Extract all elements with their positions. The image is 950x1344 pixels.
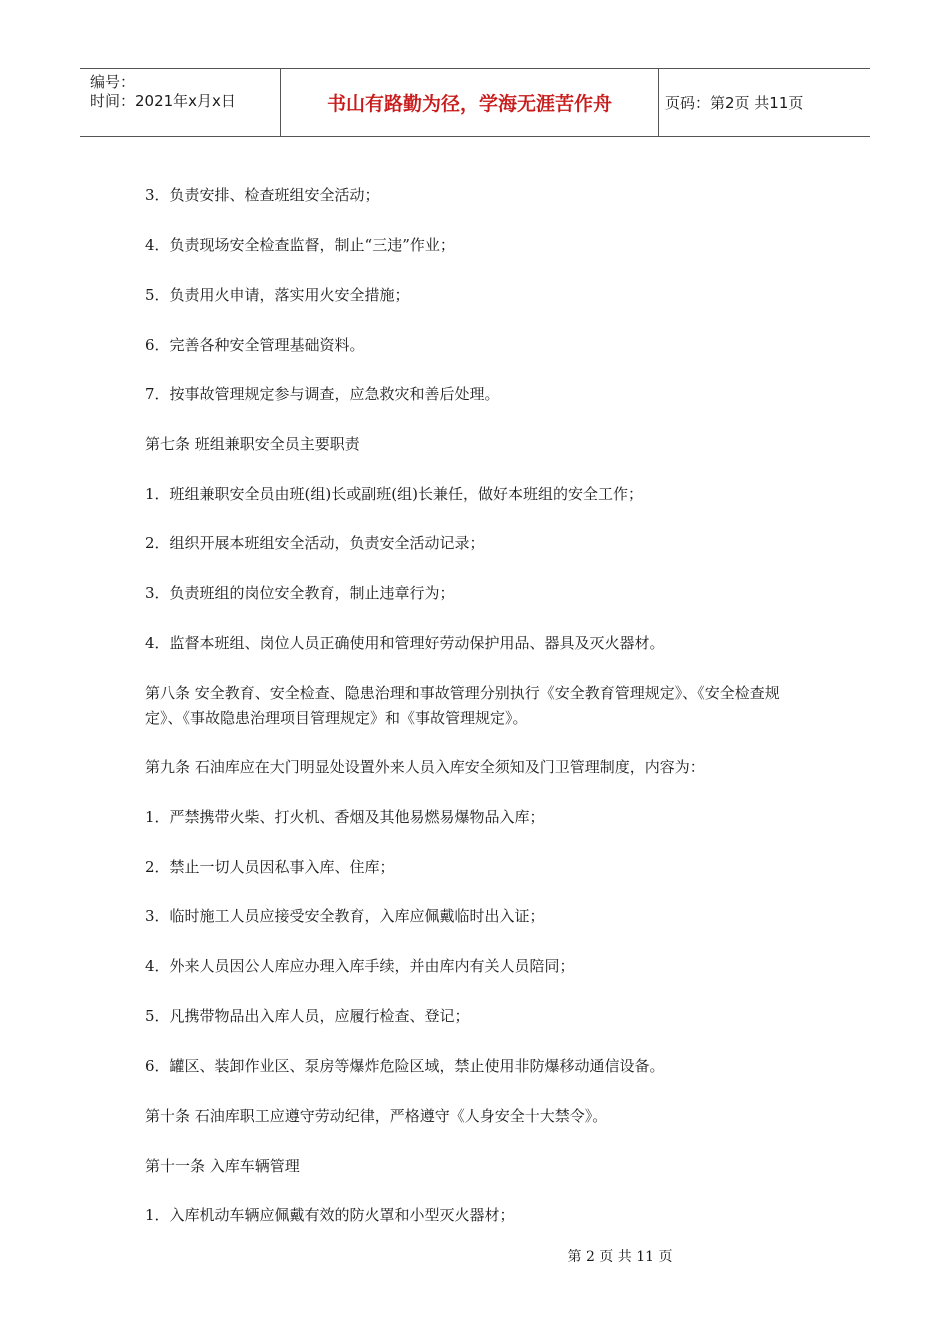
paragraph: 2．禁止一切人员因私事入库、住库； <box>145 858 395 876</box>
section-heading: 第七条 班组兼职安全员主要职责 <box>145 435 360 453</box>
paragraph: 6．罐区、装卸作业区、泵房等爆炸危险区域，禁止使用非防爆移动通信设备。 <box>145 1057 665 1075</box>
paragraph: 5．凡携带物品出入库人员，应履行检查、登记； <box>145 1007 470 1025</box>
time-label: 时间：2021年x月x日 <box>90 92 236 110</box>
paragraph: 3．临时施工人员应接受安全教育，入库应佩戴临时出入证； <box>145 907 545 925</box>
paragraph: 4．负责现场安全检查监督，制止“三违”作业； <box>145 236 455 254</box>
paragraph: 1．班组兼职安全员由班(组)长或副班(组)长兼任，做好本班组的安全工作； <box>145 485 643 503</box>
section-heading: 第十一条 入库车辆管理 <box>145 1157 300 1175</box>
paragraph: 4．外来人员因公人库应办理入库手续，并由库内有关人员陪同； <box>145 957 575 975</box>
header-page-info: 页码：第2页 共11页 <box>665 94 804 112</box>
paragraph: 7．按事故管理规定参与调查，应急救灾和善后处理。 <box>145 385 500 403</box>
paragraph: 1．入库机动车辆应佩戴有效的防火罩和小型灭火器材； <box>145 1206 515 1224</box>
footer-page-number: 第 2 页 共 11 页 <box>567 1249 673 1265</box>
header-meta-cell <box>80 69 281 136</box>
section-paragraph: 第十条 石油库职工应遵守劳动纪律，严格遵守《人身安全十大禁令》。 <box>145 1107 608 1125</box>
section-paragraph: 第九条 石油库应在大门明显处设置外来人员入库安全须知及门卫管理制度，内容为： <box>145 758 705 776</box>
paragraph: 3．负责班组的岗位安全教育，制止违章行为； <box>145 584 455 602</box>
paragraph: 5．负责用火申请，落实用火安全措施； <box>145 286 410 304</box>
document-header <box>80 68 870 137</box>
paragraph: 3．负责安排、检查班组安全活动； <box>145 186 380 204</box>
section-paragraph: 第八条 安全教育、安全检查、隐患治理和事故管理分别执行《安全教育管理规定》、《安全检查规定》、《事故隐患治理项目管理规定》和《事故管理规定》。 <box>145 684 780 727</box>
page-footer <box>0 1246 950 1266</box>
paragraph: 2．组织开展本班组安全活动，负责安全活动记录； <box>145 534 485 552</box>
paragraph: 4．监督本班组、岗位人员正确使用和管理好劳动保护用品、器具及灭火器材。 <box>145 634 665 652</box>
header-motto: 书山有路勤为径，学海无涯苦作舟 <box>281 69 659 136</box>
number-label: 编号： <box>90 73 136 91</box>
paragraph: 6．完善各种安全管理基础资料。 <box>145 336 365 354</box>
paragraph: 1．严禁携带火柴、打火机、香烟及其他易燃易爆物品入库； <box>145 808 545 826</box>
